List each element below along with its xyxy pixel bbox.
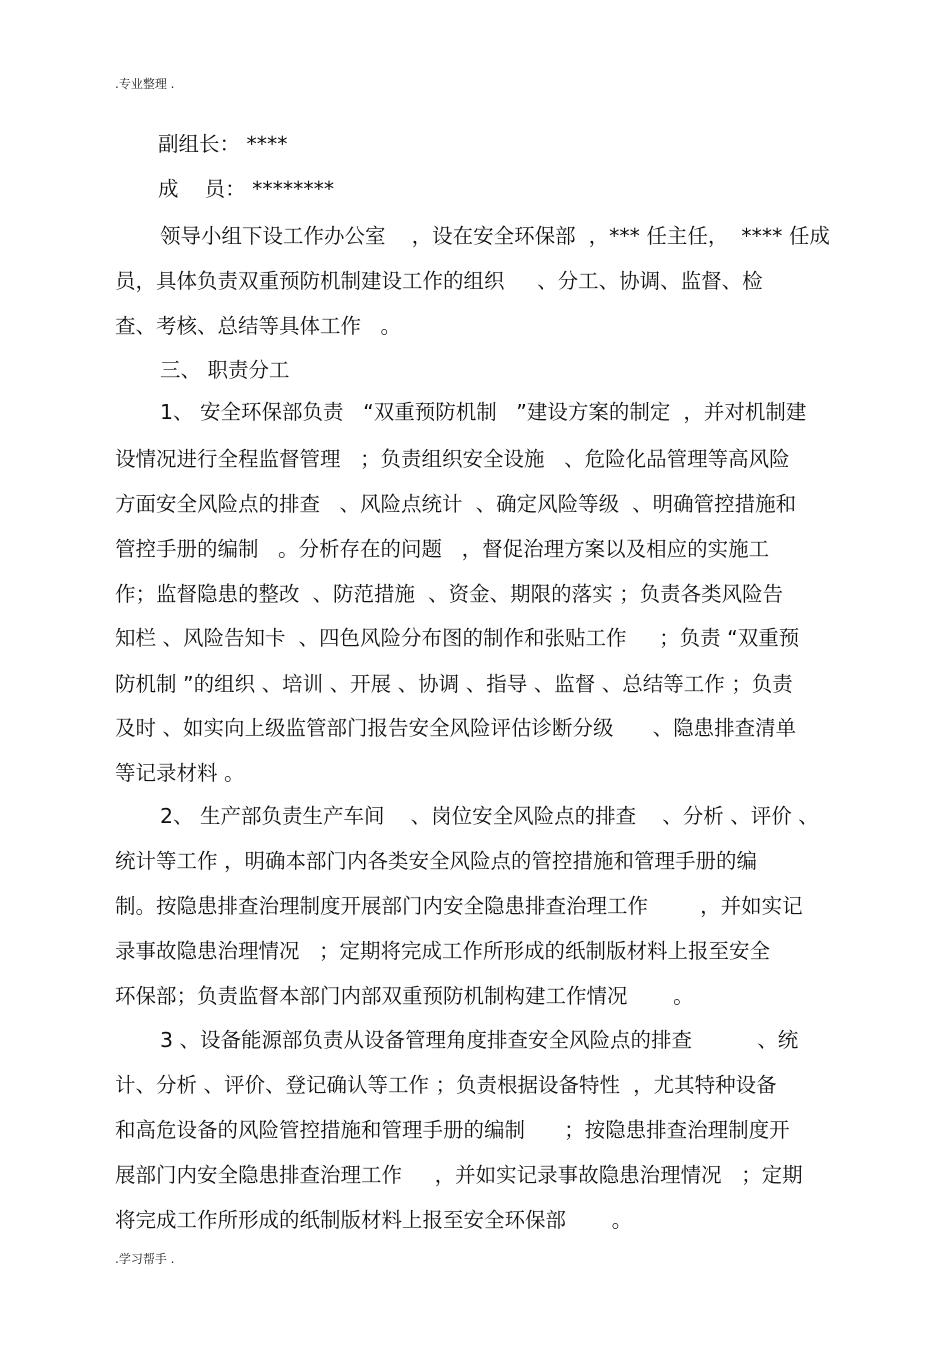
text-line: 环保部；负责监督本部门内部双重预防机制构建工作情况 。 (115, 984, 694, 1008)
text-line: 员，具体负责双重预防机制建设工作的组织 、分工、协调、监督、检 (115, 269, 763, 293)
text-line: 等记录材料 。 (115, 761, 245, 785)
text-line: 防机制 ”的组织 、培训 、开展 、协调 、指导 、监督 、总结等工作 ；负责 (115, 672, 793, 696)
text-line: 展部门内安全隐患排查治理工作 ，并如实记录事故隐患治理情况 ；定期 (115, 1163, 803, 1187)
text-line: 成 员： ******** (158, 177, 335, 201)
text-line: 副组长： **** (158, 132, 288, 156)
text-line: 3 、设备能源部负责从设备管理角度排查安全风险点的排查 、统 (160, 1028, 799, 1052)
text-line: 2、 生产部负责生产车间 、岗位安全风险点的排查 、分析 、评价 、 (160, 804, 819, 828)
text-line: 作；监督隐患的整改 、防范措施 、资金、期限的落实 ；负责各类风险告 (115, 582, 784, 606)
text-line: 计、分析 、评价、登记确认等工作 ；负责根据设备特性 ，尤其特种设备 (115, 1073, 777, 1097)
text-line: 和高危设备的风险管控措施和管理手册的编制 ；按隐患排查治理制度开 (115, 1118, 790, 1142)
text-line: 1、 安全环保部负责 “双重预防机制 ”建设方案的制定 ，并对机制建 (160, 400, 807, 424)
text-line: 及时 、如实向上级监管部门报告安全风险评估诊断分级 、隐患排查清单 (115, 716, 797, 740)
text-line: 录事故隐患治理情况 ；定期将完成工作所形成的纸制版材料上报至安全 (115, 939, 771, 963)
text-line: 统计等工作 ，明确本部门内各类安全风险点的管控措施和管理手册的编 (115, 849, 758, 873)
text-line: 查、考核、总结等具体工作 。 (115, 314, 402, 338)
text-line: 方面安全风险点的排查 、风险点统计 、确定风险等级 、明确管控措施和 (115, 492, 797, 516)
text-line: 知栏 、风险告知卡 、四色风险分布图的制作和张贴工作 ；负责 “双重预 (115, 626, 800, 650)
text-line: 领导小组下设工作办公室 ，设在安全环保部 ，*** 任主任， **** 任成 (160, 224, 830, 248)
page-footer: .学习帮手 . (115, 1252, 175, 1266)
text-line: 制。按隐患排查治理制度开展部门内安全隐患排查治理工作 ，并如实记 (115, 894, 803, 918)
text-line: 三、 职责分工 (160, 358, 290, 382)
text-line: 管控手册的编制 。分析存在的问题 ，督促治理方案以及相应的实施工 (115, 537, 770, 561)
text-line: 设情况进行全程监督管理 ；负责组织安全设施 、危险化品管理等高风险 (115, 447, 790, 471)
page-header: .专业整理 . (115, 77, 175, 91)
text-line: 将完成工作所形成的纸制版材料上报至安全环保部 。 (115, 1208, 633, 1232)
